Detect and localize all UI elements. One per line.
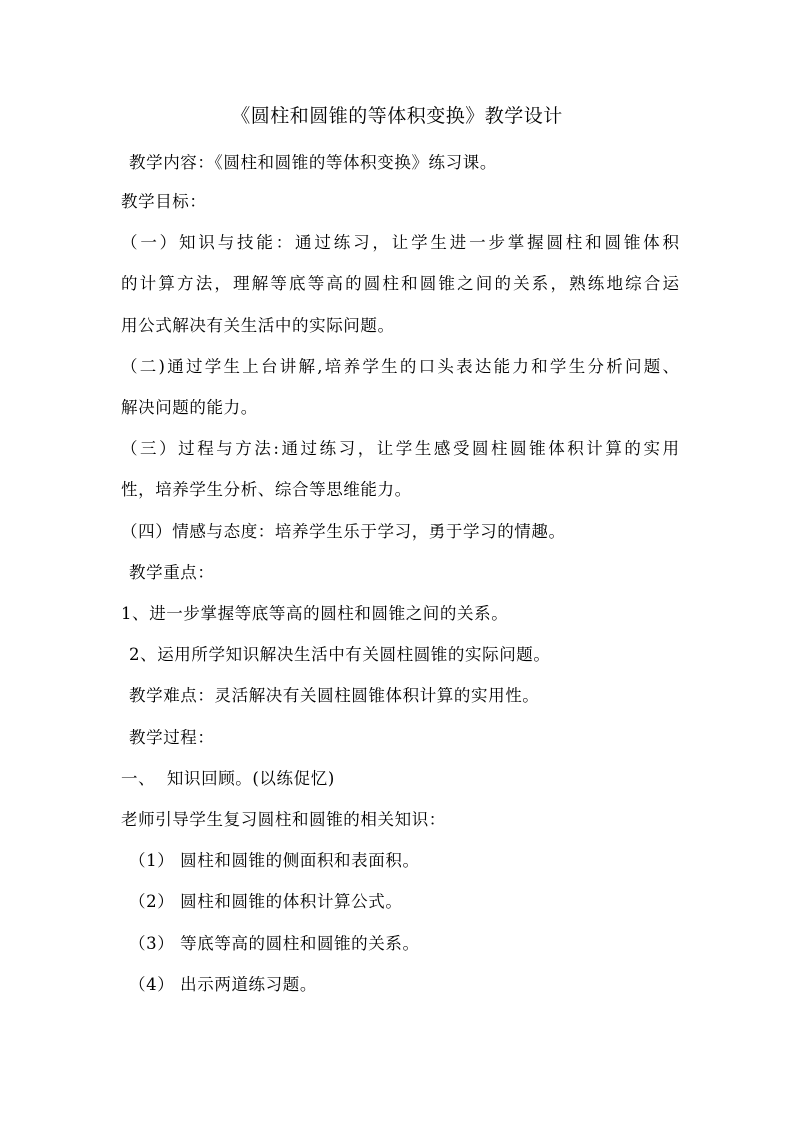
teacher-guidance-line: 老师引导学生复习圆柱和圆锥的相关知识： bbox=[121, 810, 446, 829]
goal-2-line-2: 解决问题的能力。 bbox=[121, 398, 258, 417]
section-1-heading: 一、 知识回顾。(以练促忆) bbox=[121, 769, 335, 788]
key-point-2: 2、运用所学知识解决生活中有关圆柱圆锥的实际问题。 bbox=[129, 645, 551, 664]
review-item-4: （4） 出示两道练习题。 bbox=[129, 975, 317, 994]
goal-3-line-1: （三）过程与方法:通过练习，让学生感受圆柱圆锥体积计算的实用 bbox=[121, 439, 679, 458]
key-points-heading: 教学重点： bbox=[129, 563, 215, 582]
teaching-content-line: 教学内容：《圆柱和圆锥的等体积变换》练习课。 bbox=[129, 153, 497, 172]
goal-1-line-1: （一）知识与技能：通过练习，让学生进一步掌握圆柱和圆锥体积 bbox=[121, 233, 679, 252]
teaching-process-heading: 教学过程： bbox=[129, 728, 215, 747]
teaching-goals-heading: 教学目标： bbox=[121, 192, 207, 211]
key-point-1: 1、进一步掌握等底等高的圆柱和圆锥之间的关系。 bbox=[121, 604, 509, 623]
goal-1-line-2: 的计算方法，理解等底等高的圆柱和圆锥之间的关系，熟练地综合运 bbox=[121, 274, 679, 293]
difficult-points-line: 教学难点：灵活解决有关圆柱圆锥体积计算的实用性。 bbox=[129, 686, 540, 705]
review-item-2: （2） 圆柱和圆锥的体积计算公式。 bbox=[129, 892, 403, 911]
goal-2-line-1: （二)通过学生上台讲解,培养学生的口头表达能力和学生分析问题、 bbox=[121, 357, 679, 376]
goal-4-line: （四）情感与态度：培养学生乐于学习，勇于学习的情趣。 bbox=[121, 522, 566, 541]
review-item-3: （3） 等底等高的圆柱和圆锥的关系。 bbox=[129, 934, 420, 953]
goal-3-line-2: 性，培养学生分析、综合等思维能力。 bbox=[121, 480, 412, 499]
review-item-1: （1） 圆柱和圆锥的侧面积和表面积。 bbox=[129, 851, 420, 870]
goal-1-line-3: 用公式解决有关生活中的实际问题。 bbox=[121, 316, 395, 335]
document-title: 《圆柱和圆锥的等体积变换》教学设计 bbox=[231, 105, 563, 127]
